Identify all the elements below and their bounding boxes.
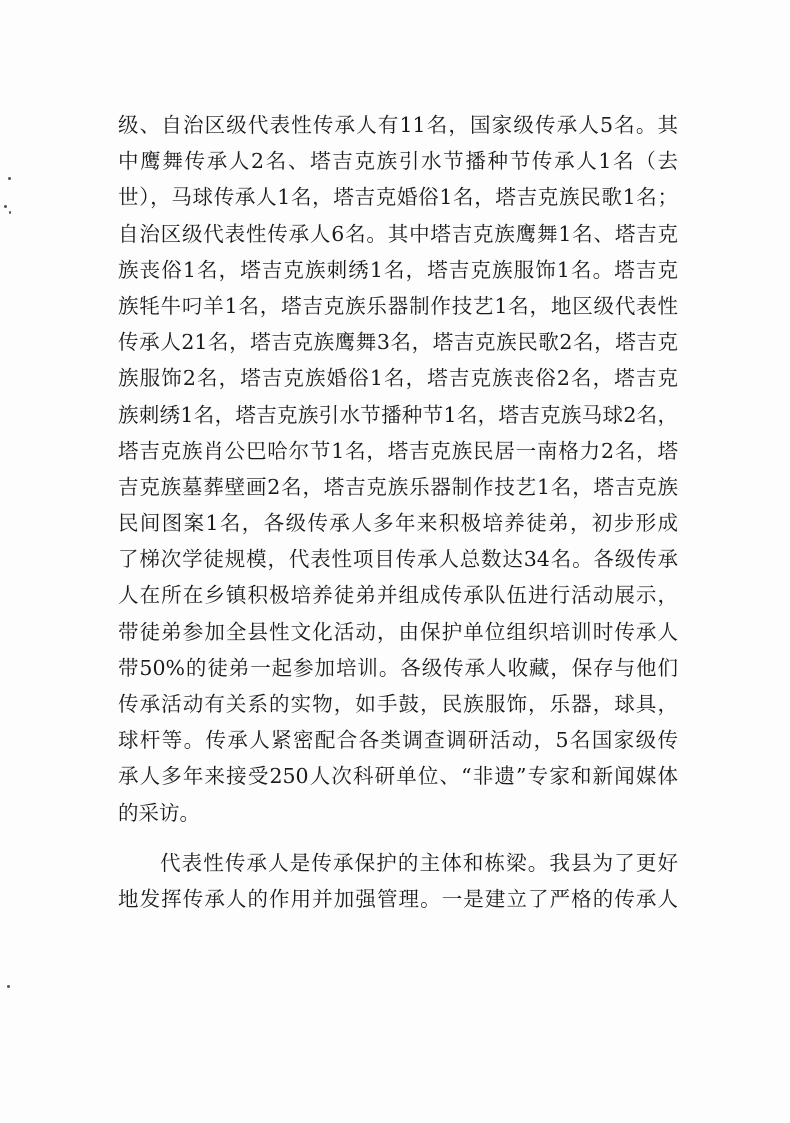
document-body bbox=[118, 107, 678, 917]
text-line: 族刺绣1名，塔吉克族引水节播种节1名，塔吉克族马球2名， bbox=[118, 402, 678, 427]
scan-speck bbox=[8, 177, 11, 180]
text-line: 塔吉克族肖公巴哈尔节1名，塔吉克族民居一南格力2名，塔 bbox=[118, 438, 678, 463]
text-line: 球杆等。传承人紧密配合各类调查调研活动，5名国家级传 bbox=[118, 728, 678, 753]
text-line: 带徒弟参加全县性文化活动，由保护单位组织培训时传承人 bbox=[118, 619, 678, 644]
text-line: 代表性传承人是传承保护的主体和栋梁。我县为了更好 bbox=[160, 850, 678, 875]
text-line: 的采访。 bbox=[118, 800, 200, 825]
text-line: 族牦牛叼羊1名，塔吉克族乐器制作技艺1名，地区级代表性 bbox=[118, 293, 678, 318]
paragraph-2 bbox=[118, 845, 678, 917]
paragraph-gap bbox=[118, 831, 678, 845]
text-line: 人在所在乡镇积极培养徒弟并组成传承队伍进行活动展示， bbox=[118, 583, 678, 608]
text-line: 承人多年来接受250人次科研单位、“非遗”专家和新闻媒体 bbox=[118, 764, 678, 789]
text-line: 自治区级代表性传承人6名。其中塔吉克族鹰舞1名、塔吉克 bbox=[118, 221, 678, 246]
scan-speck bbox=[9, 211, 11, 214]
text-line: 中鹰舞传承人2名、塔吉克族引水节播种节传承人1名（去 bbox=[118, 149, 678, 174]
scan-speck bbox=[7, 985, 10, 988]
text-line: 民间图案1名，各级传承人多年来积极培养徒弟，初步形成 bbox=[118, 511, 678, 536]
text-line: 传承人21名，塔吉克族鹰舞3名，塔吉克族民歌2名，塔吉克 bbox=[118, 330, 678, 355]
text-line: 传承活动有关系的实物，如手鼓，民族服饰，乐器，球具， bbox=[118, 692, 678, 716]
text-line: 级、自治区级代表性传承人有11名，国家级传承人5名。其 bbox=[118, 113, 678, 137]
text-line: 了梯次学徒规模，代表性项目传承人总数达34名。各级传承 bbox=[118, 547, 678, 572]
text-line: 世），马球传承人1名，塔吉克婚俗1名，塔吉克族民歌1名； bbox=[118, 185, 678, 210]
text-line: 地发挥传承人的作用并加强管理。一是建立了严格的传承人 bbox=[118, 886, 678, 911]
paragraph-1 bbox=[118, 107, 678, 831]
text-line: 带50%的徒弟一起参加培训。各级传承人收藏，保存与他们 bbox=[118, 655, 678, 680]
scan-speck bbox=[4, 205, 7, 208]
text-line: 吉克族墓葬壁画2名，塔吉克族乐器制作技艺1名，塔吉克族 bbox=[118, 474, 678, 499]
text-line: 族丧俗1名，塔吉克族刺绣1名，塔吉克族服饰1名。塔吉克 bbox=[118, 257, 678, 282]
text-line: 族服饰2名，塔吉克族婚俗1名，塔吉克族丧俗2名，塔吉克 bbox=[118, 366, 678, 391]
